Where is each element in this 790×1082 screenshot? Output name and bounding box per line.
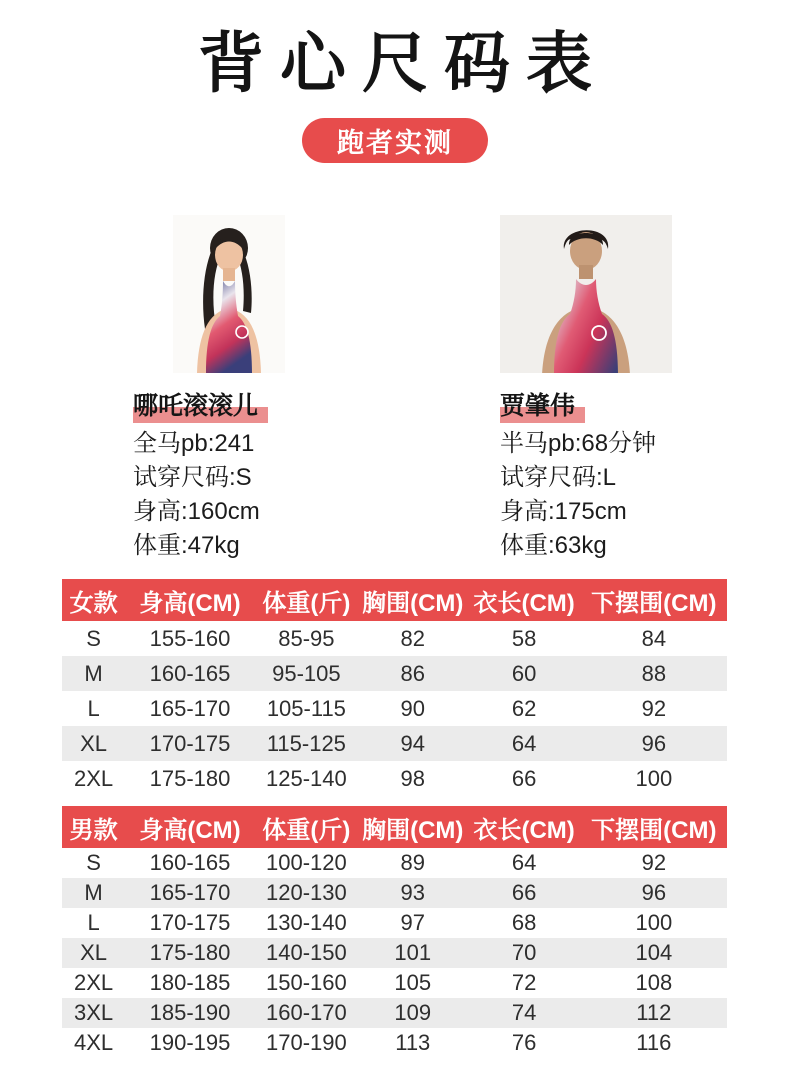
model-stat-height: 身高:175cm [500,498,627,526]
model-stat-pb: 全马pb:241 [133,430,255,458]
table-cell: 58 [511,625,537,651]
table-cell: 60 [511,660,537,686]
model-female [133,215,363,558]
table-cell: 160-170 [266,1000,347,1026]
table-cell: 105-115 [266,695,346,721]
table-cell: 89 [400,850,425,876]
model-stat-weight: 体重:47kg [133,532,240,560]
table-row [62,908,727,938]
table-cell: 190-195 [149,1030,231,1056]
table-cell: 64 [511,850,537,876]
table-cell: 68 [511,910,537,936]
table-cell: 108 [635,970,673,996]
table-row [62,691,727,726]
table-cell: 66 [511,765,537,791]
table-cell: 95-105 [272,660,341,686]
table-cell: 76 [511,1030,537,1056]
table-cell: 109 [394,1000,432,1026]
table-cell: 90 [400,695,425,721]
column-header: 体重(斤) [255,806,358,848]
table-cell: M [84,660,103,686]
table-cell: 165-170 [149,880,231,906]
table-cell: 101 [394,940,432,966]
table-cell: 86 [400,660,425,686]
table-cell: 74 [511,1000,537,1026]
table-cell: 72 [511,970,537,996]
runner-tested-badge: 跑者实测 [302,118,488,163]
table-cell: 112 [636,1000,672,1026]
table-cell: XL [80,730,108,756]
model-male [500,215,730,558]
table-cell: 84 [641,625,667,651]
table-row [62,621,727,656]
table-cell: S [86,625,101,651]
table-cell: 185-190 [149,1000,231,1026]
table-cell: 100 [635,765,673,791]
table-row [62,726,727,761]
female-model-photo [173,215,285,373]
men-size-table [62,806,727,1058]
table-cell: 94 [400,730,425,756]
table-cell: 100-120 [266,850,347,876]
column-header: 衣长(CM) [468,579,581,621]
table-cell: 62 [511,695,537,721]
table-cell: 64 [511,730,537,756]
table-row [62,848,727,878]
column-header: 身高(CM) [125,806,255,848]
table-cell: 97 [400,910,425,936]
table-cell: 93 [400,880,425,906]
table-row [62,656,727,691]
table-cell: 2XL [74,970,114,996]
table-row [62,878,727,908]
table-cell: 160-165 [149,850,231,876]
table-cell: 92 [641,695,667,721]
column-header: 下摆围(CM) [581,806,727,848]
table-row [62,761,727,796]
table-cell: M [84,880,103,906]
model-stat-pb: 半马pb:68分钟 [500,430,657,458]
table-cell: 100 [635,910,673,936]
table-cell: 104 [635,940,673,966]
column-header: 女款 [62,579,125,621]
table-cell: 98 [400,765,425,791]
table-cell: 140-150 [266,940,347,966]
column-header: 身高(CM) [125,579,255,621]
table-cell: 120-130 [266,880,347,906]
table-cell: 85-95 [278,625,335,651]
table-cell: 125-140 [266,765,347,791]
table-cell: 175-180 [149,765,231,791]
table-cell: 180-185 [149,970,231,996]
model-stat-weight: 体重:63kg [500,532,607,560]
table-row [62,968,727,998]
table-cell: L [87,695,100,721]
table-cell: 155-160 [149,625,231,651]
table-row [62,1028,727,1058]
women-size-table [62,579,727,796]
page-title: 背心尺码表 [198,26,608,100]
model-stat-size: 试穿尺码:L [500,464,617,492]
table-cell: 82 [400,625,425,651]
model-name: 哪吒滚滚儿 [133,386,363,422]
table-cell: 170-175 [149,910,231,936]
table-cell: 160-165 [149,660,231,686]
table-cell: 165-170 [149,695,231,721]
table-cell: 150-160 [266,970,347,996]
table-cell: S [86,850,101,876]
male-runner-illustration [500,215,672,373]
column-header: 下摆围(CM) [581,579,727,621]
table-cell: 105 [394,970,432,996]
table-cell: 4XL [74,1030,114,1056]
header-row [62,579,727,621]
column-header: 衣长(CM) [468,806,581,848]
table-row [62,998,727,1028]
column-header: 胸围(CM) [358,806,468,848]
table-cell: 116 [636,1030,672,1056]
table-cell: 2XL [74,765,114,791]
table-cell: 170-175 [149,730,231,756]
table-cell: 96 [641,730,667,756]
column-header: 男款 [62,806,125,848]
table-cell: 130-140 [266,910,347,936]
female-runner-illustration [173,215,285,373]
table-cell: 66 [511,880,537,906]
table-cell: XL [80,940,108,966]
male-model-photo [500,215,672,373]
model-name: 贾肇伟 [500,386,730,422]
table-cell: 92 [641,850,667,876]
header-row [62,806,727,848]
table-cell: 175-180 [149,940,231,966]
table-cell: 115-125 [266,730,346,756]
table-cell: 113 [395,1030,431,1056]
column-header: 体重(斤) [255,579,358,621]
table-row [62,938,727,968]
model-stat-size: 试穿尺码:S [133,464,252,492]
model-stat-height: 身高:160cm [133,498,260,526]
table-cell: 3XL [74,1000,114,1026]
table-cell: 96 [641,880,667,906]
table-cell: 88 [641,660,667,686]
models-row [0,215,790,558]
column-header: 胸围(CM) [358,579,468,621]
table-cell: 70 [511,940,537,966]
table-cell: 170-190 [266,1030,347,1056]
table-cell: L [87,910,100,936]
